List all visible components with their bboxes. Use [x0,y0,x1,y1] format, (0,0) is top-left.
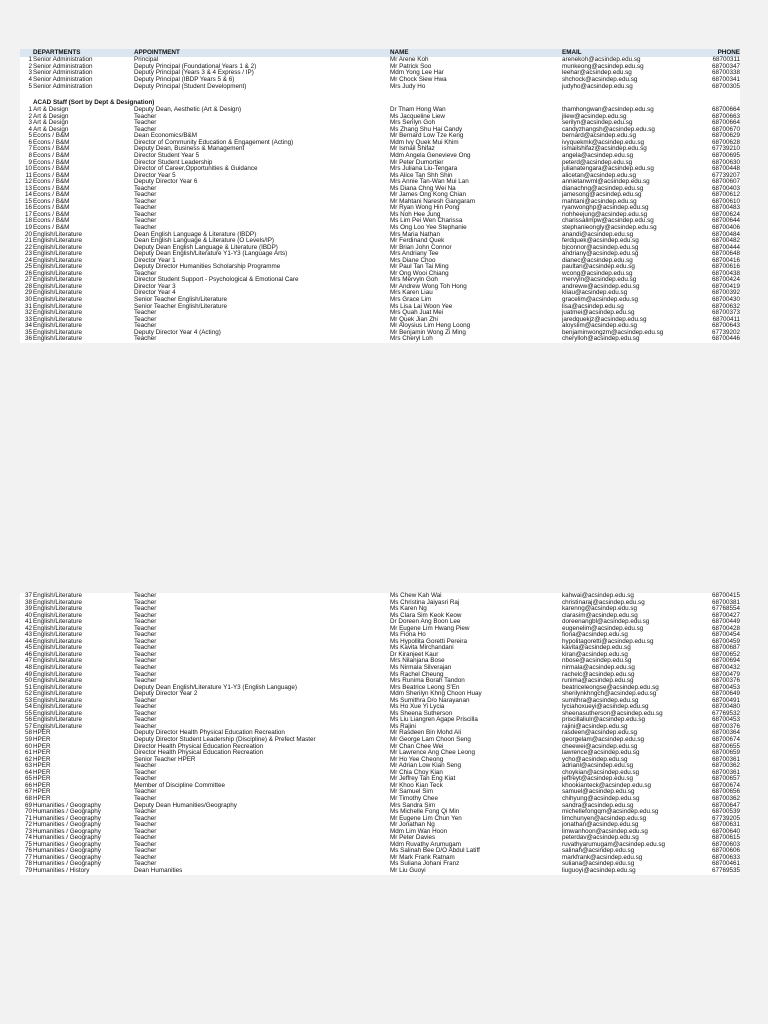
sheet-page-2 [20,593,740,875]
staff-table-top [20,49,740,343]
staff-table-bottom [20,593,740,875]
sheet-page-1 [20,49,740,343]
